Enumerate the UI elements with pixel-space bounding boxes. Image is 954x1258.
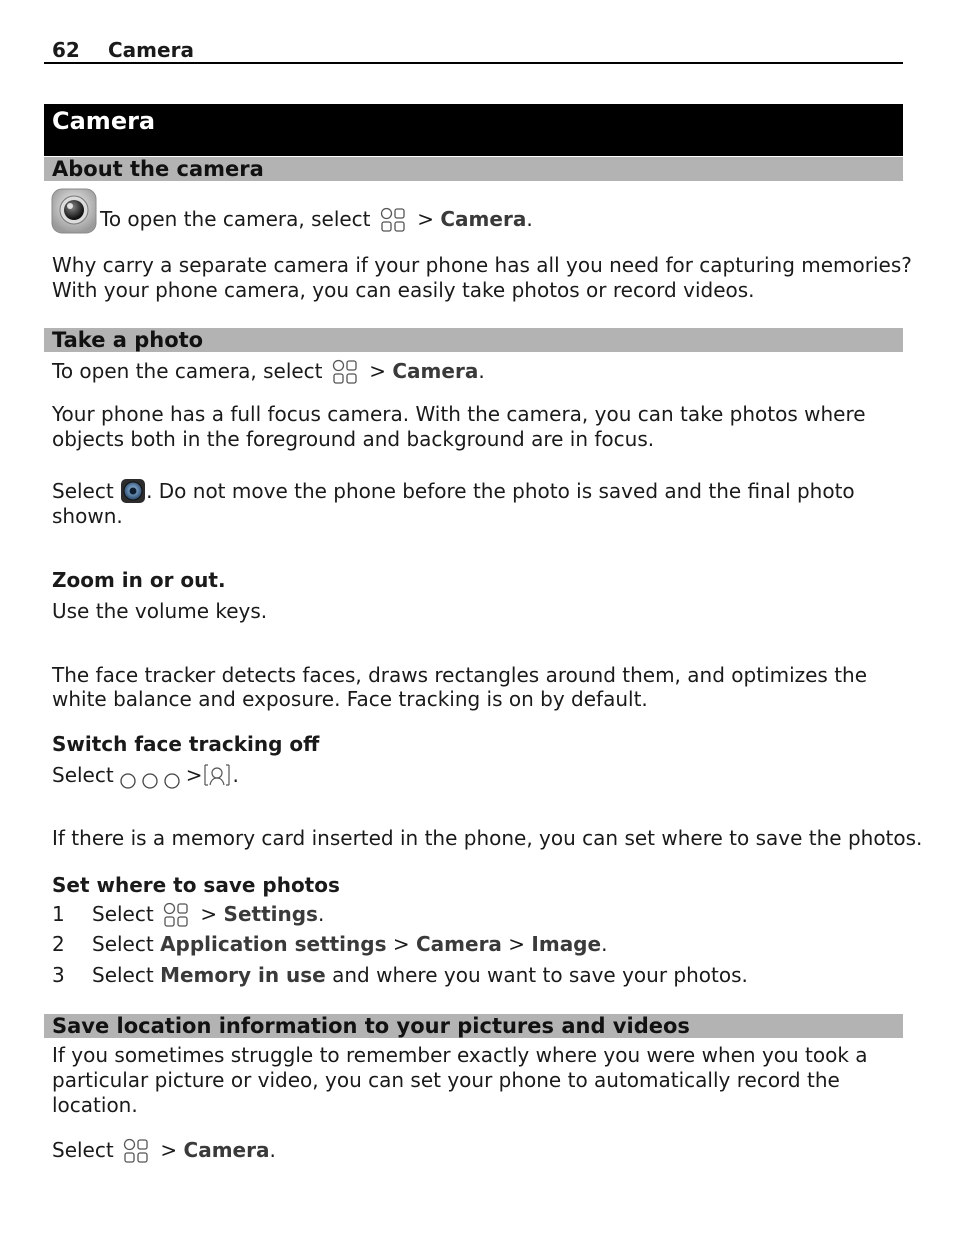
zoom-heading: Zoom in or out. (52, 568, 226, 592)
face-off-gt: > (185, 763, 203, 787)
face-off-select: Select (52, 763, 114, 787)
section-title-take-photo: Take a photo (52, 328, 204, 352)
face-off-line (52, 762, 239, 790)
select-shutter-line (52, 478, 855, 504)
location-para-2: particular picture or video, you can set your phone to automatically record the (52, 1068, 840, 1092)
location-select-line (52, 1137, 276, 1165)
step-menu-settings: Settings (223, 902, 318, 926)
face-tracking-icon (202, 762, 232, 788)
step-gt: > (200, 902, 218, 926)
step-menu-memory: Memory in use (160, 963, 326, 987)
about-period: . (526, 207, 533, 231)
select-shutter-rest: . Do not move the phone before the photo is saved and the final photo (146, 479, 855, 503)
memory-para: If there is a memory card inserted in the phone, you can set where to save the photos. (52, 826, 923, 850)
select-shutter-rest-2: shown. (52, 504, 123, 528)
step-text: Select (92, 902, 154, 926)
about-open-text: To open the camera, select (100, 207, 371, 231)
location-para-3: location. (52, 1093, 138, 1117)
step-gt: > (501, 932, 526, 956)
step-menu-app-settings: Application settings (160, 932, 387, 956)
save-heading: Set where to save photos (52, 873, 340, 897)
about-gt: > (417, 207, 435, 231)
about-para-1: Why carry a separate camera if your phone has all you need for capturing memories? (52, 253, 912, 277)
step-menu-image: Image (531, 932, 602, 956)
save-step-3 (52, 963, 748, 988)
step-menu-camera: Camera (415, 932, 502, 956)
take-photo-gt: > (369, 359, 387, 383)
face-para-1: The face tracker detects faces, draws rectangles around them, and optimizes the (52, 663, 868, 687)
focus-para-2: objects both in the foreground and background are in focus. (52, 427, 655, 451)
about-open-line (100, 206, 533, 234)
save-step-2 (52, 932, 607, 957)
take-photo-open-line (52, 358, 485, 386)
focus-para-1: Your phone has a full focus camera. With the camera, you can take photos where (52, 402, 866, 426)
save-step-1 (52, 901, 324, 929)
options-dots-icon (118, 768, 182, 790)
zoom-text: Use the volume keys. (52, 599, 268, 623)
location-gt: > (160, 1138, 178, 1162)
section-title-location: Save location information to your pictures and videos (52, 1014, 690, 1038)
menu-icon (379, 206, 407, 234)
face-off-period: . (232, 763, 239, 787)
menu-icon (122, 1137, 150, 1165)
step-rest: and where you want to save your photos. (332, 963, 748, 987)
header-rule (44, 62, 903, 64)
step-number: 2 (52, 932, 65, 956)
shutter-icon (120, 478, 146, 504)
location-para-1: If you sometimes struggle to remember exactly where you were when you took a (52, 1043, 868, 1067)
step-text: Select (92, 932, 154, 956)
select-word: Select (52, 479, 114, 503)
step-end: . (317, 902, 325, 926)
section-title-about: About the camera (52, 157, 264, 181)
step-number: 1 (52, 902, 65, 926)
step-gt: > (386, 932, 410, 956)
face-para-2: white balance and exposure. Face tracking is on by default. (52, 687, 648, 711)
face-off-heading: Switch face tracking off (52, 732, 320, 756)
about-menu-camera: Camera (440, 207, 527, 231)
about-para-2: With your phone camera, you can easily take photos or record videos. (52, 278, 755, 302)
page-number: 62 (52, 38, 80, 62)
page-header (52, 38, 194, 62)
step-number: 3 (52, 963, 65, 987)
menu-icon (331, 358, 359, 386)
location-menu-camera: Camera (183, 1138, 270, 1162)
location-select-word: Select (52, 1138, 114, 1162)
camera-app-icon (51, 188, 97, 234)
location-period: . (269, 1138, 276, 1162)
step-text: Select (92, 963, 154, 987)
take-photo-open-text: To open the camera, select (52, 359, 323, 383)
menu-icon (162, 901, 190, 929)
chapter-title: Camera (52, 107, 156, 135)
chapter-title-bar (44, 104, 903, 156)
running-title: Camera (108, 38, 194, 62)
step-end: . (601, 932, 608, 956)
take-photo-menu-camera: Camera (392, 359, 479, 383)
take-photo-period: . (478, 359, 485, 383)
